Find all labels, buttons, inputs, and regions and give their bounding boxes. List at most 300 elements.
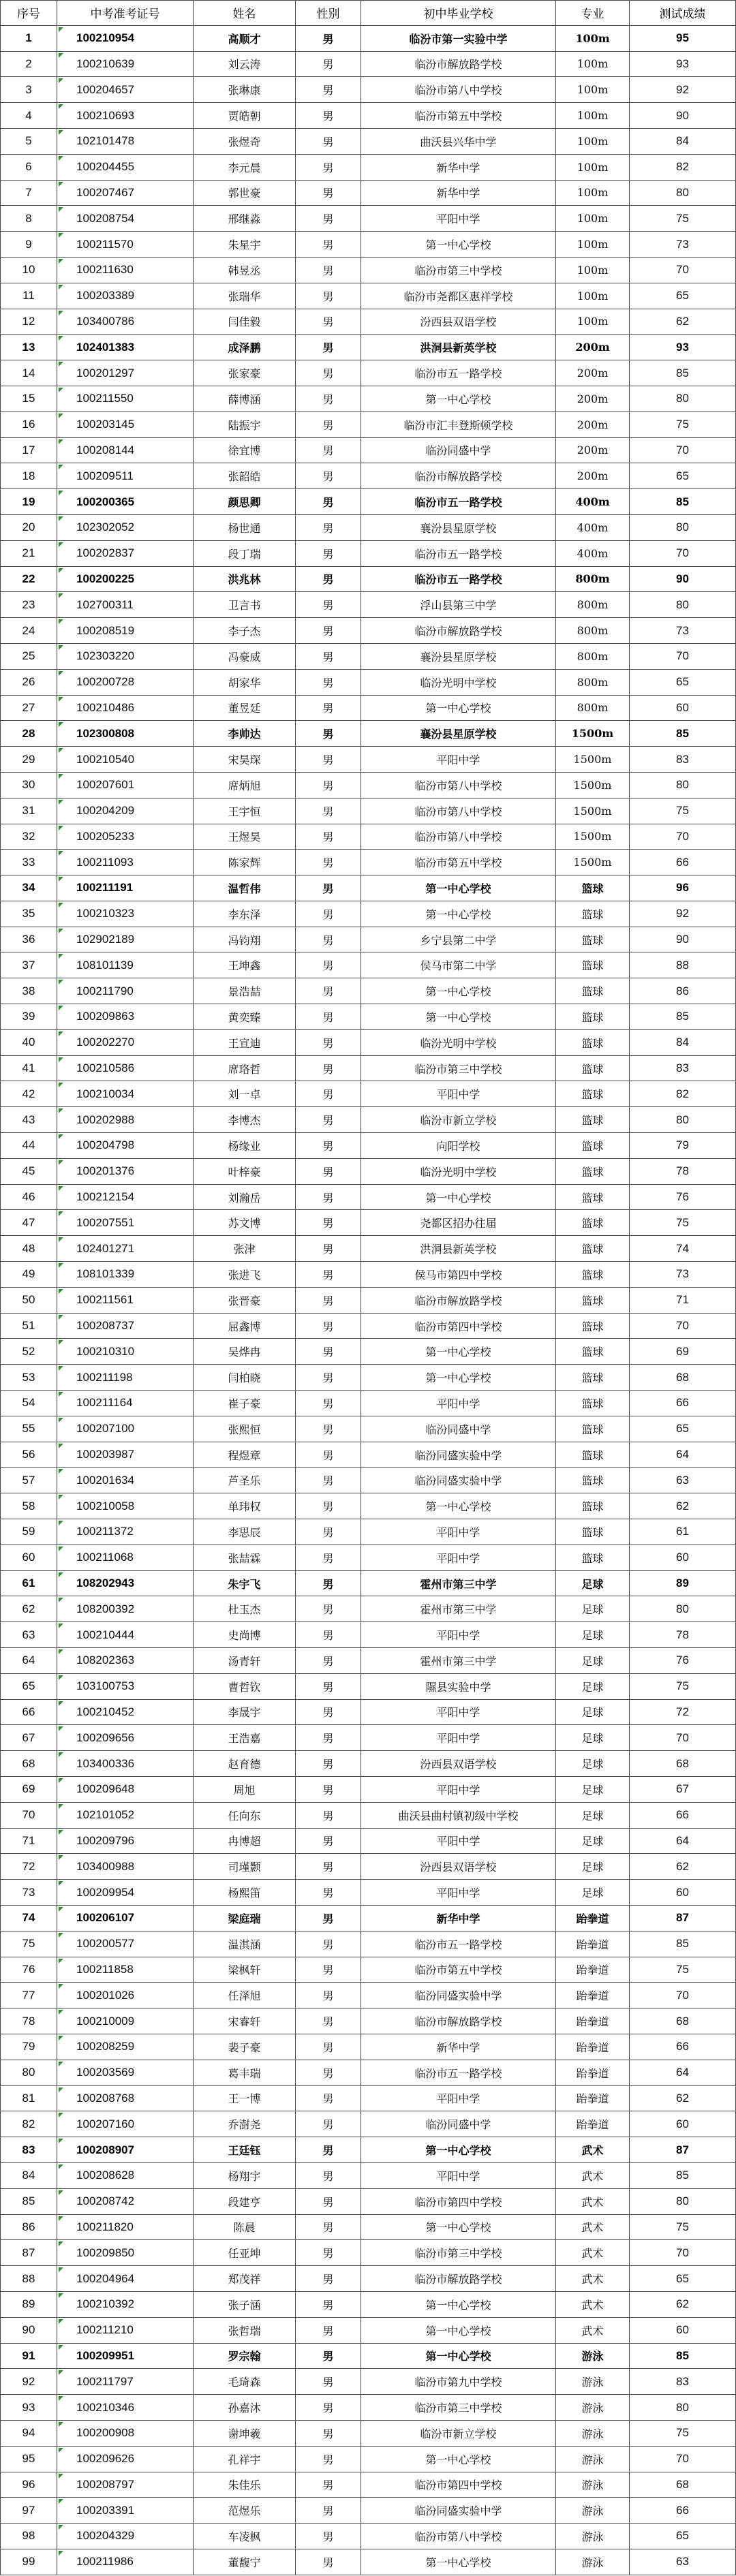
row-major: 200m [556,360,630,386]
row-sex: 男 [296,2137,361,2163]
row-sex: 男 [296,129,361,155]
row-score: 61 [630,1519,736,1545]
row-score: 80 [630,1107,736,1133]
row-name: 屈鑫博 [194,1314,296,1339]
row-major: 800m [556,592,630,618]
row-major: 足球 [556,1674,630,1700]
row-sex: 男 [296,360,361,386]
row-no: 11 [0,283,57,309]
row-exam-id: 102302052 [57,515,194,541]
row-major: 800m [556,644,630,670]
row-no: 12 [0,309,57,335]
row-exam-id: 100211198 [57,1365,194,1391]
row-sex: 男 [296,1107,361,1133]
row-exam-id: 100203987 [57,1442,194,1468]
row-no: 35 [0,901,57,927]
row-exam-id: 100201376 [57,1159,194,1185]
row-sex: 男 [296,927,361,953]
row-major: 武术 [556,2215,630,2241]
row-exam-id: 102902189 [57,927,194,953]
row-major: 篮球 [556,1365,630,1391]
row-exam-id: 100210392 [57,2292,194,2318]
row-score: 90 [630,103,736,129]
row-major: 篮球 [556,927,630,953]
row-major: 篮球 [556,952,630,978]
row-no: 46 [0,1185,57,1211]
row-sex: 男 [296,1906,361,1931]
row-exam-id: 102101478 [57,129,194,155]
row-school: 临汾同盛中学 [361,438,556,464]
row-score: 60 [630,1545,736,1571]
row-major: 武术 [556,2266,630,2292]
row-exam-id: 102401271 [57,1236,194,1262]
row-name: 王廷钰 [194,2137,296,2163]
row-major: 篮球 [556,1030,630,1056]
row-major: 100m [556,309,630,335]
row-name: 张喆霖 [194,1545,296,1571]
row-major: 1500m [556,824,630,850]
row-score: 71 [630,1288,736,1314]
row-score: 79 [630,1133,736,1159]
row-school: 临汾市汇丰登斯顿学校 [361,412,556,438]
row-exam-id: 100201297 [57,360,194,386]
row-major: 跆拳道 [556,2034,630,2060]
row-school: 第一中心学校 [361,386,556,412]
header-exam-id: 中考准考证号 [57,0,194,26]
row-school: 平阳中学 [361,1622,556,1648]
row-major: 篮球 [556,1133,630,1159]
row-no: 60 [0,1545,57,1571]
row-school: 临汾市第三中学校 [361,1056,556,1082]
row-major: 100m [556,258,630,283]
row-sex: 男 [296,1081,361,1107]
row-name: 任亚坤 [194,2240,296,2266]
row-major: 篮球 [556,1056,630,1082]
row-sex: 男 [296,567,361,593]
row-sex: 男 [296,824,361,850]
row-score: 85 [630,1931,736,1957]
row-name: 冯豪威 [194,644,296,670]
row-major: 跆拳道 [556,2086,630,2112]
row-score: 90 [630,927,736,953]
row-score: 65 [630,670,736,696]
row-name: 周旭 [194,1777,296,1803]
header-no: 序号 [0,0,57,26]
row-score: 82 [630,155,736,181]
row-sex: 男 [296,283,361,309]
row-exam-id: 100210540 [57,747,194,773]
row-exam-id: 100200225 [57,567,194,593]
row-school: 临汾市第四中学校 [361,2472,556,2498]
row-major: 篮球 [556,1545,630,1571]
row-name: 裴子豪 [194,2034,296,2060]
row-name: 杨缘业 [194,1133,296,1159]
row-no: 10 [0,258,57,283]
row-sex: 男 [296,1777,361,1803]
row-name: 王坤鑫 [194,952,296,978]
row-exam-id: 108202363 [57,1648,194,1674]
row-sex: 男 [296,258,361,283]
row-score: 70 [630,1314,736,1339]
header-school: 初中毕业学校 [361,0,556,26]
row-score: 85 [630,360,736,386]
row-name: 芦圣乐 [194,1468,296,1493]
row-sex: 男 [296,541,361,567]
row-school: 第一中心学校 [361,1185,556,1211]
row-school: 临汾市尧都区惠祥学校 [361,283,556,309]
row-no: 79 [0,2034,57,2060]
row-exam-id: 100207551 [57,1210,194,1236]
row-school: 侯马市第二中学 [361,952,556,978]
row-score: 75 [630,1957,736,1983]
row-sex: 男 [296,1519,361,1545]
row-score: 66 [630,2498,736,2524]
row-exam-id: 100210346 [57,2395,194,2421]
row-school: 霍州市第三中学 [361,1596,556,1622]
row-sex: 男 [296,2292,361,2318]
row-no: 76 [0,1957,57,1983]
row-school: 平阳中学 [361,1880,556,1906]
row-sex: 男 [296,1880,361,1906]
row-no: 27 [0,696,57,721]
row-school: 第一中心学校 [361,2292,556,2318]
row-school: 尧都区招办往届 [361,1210,556,1236]
row-score: 92 [630,77,736,103]
row-sex: 男 [296,232,361,258]
row-score: 63 [630,1468,736,1493]
row-name: 史尚博 [194,1622,296,1648]
row-school: 平阳中学 [361,1545,556,1571]
row-exam-id: 100208768 [57,2086,194,2112]
row-exam-id: 103400336 [57,1751,194,1777]
row-no: 55 [0,1416,57,1442]
row-no: 72 [0,1854,57,1880]
row-score: 75 [630,412,736,438]
row-school: 汾西县双语学校 [361,309,556,335]
row-exam-id: 100211790 [57,978,194,1004]
row-score: 83 [630,1056,736,1082]
row-no: 51 [0,1314,57,1339]
row-school: 洪洞县新英学校 [361,335,556,360]
row-sex: 男 [296,1545,361,1571]
row-name: 韩昱丞 [194,258,296,283]
row-major: 200m [556,412,630,438]
row-no: 43 [0,1107,57,1133]
row-school: 第一中心学校 [361,232,556,258]
row-school: 新华中学 [361,155,556,181]
row-major: 跆拳道 [556,2111,630,2137]
row-major: 游泳 [556,2524,630,2549]
row-name: 席炳旭 [194,773,296,798]
row-name: 任向东 [194,1803,296,1829]
row-no: 3 [0,77,57,103]
row-exam-id: 100209796 [57,1829,194,1855]
row-no: 87 [0,2240,57,2266]
row-name: 李元晨 [194,155,296,181]
row-school: 第一中心学校 [361,2344,556,2370]
row-name: 冉博超 [194,1829,296,1855]
row-name: 闫佳毅 [194,309,296,335]
row-major: 100m [556,52,630,78]
row-school: 临汾市第八中学校 [361,798,556,824]
row-exam-id: 100208742 [57,2189,194,2215]
row-name: 葛丰瑞 [194,2060,296,2086]
row-name: 洪兆林 [194,567,296,593]
row-sex: 男 [296,489,361,515]
row-no: 28 [0,721,57,747]
row-major: 跆拳道 [556,2060,630,2086]
row-school: 临汾市第四中学校 [361,2189,556,2215]
row-score: 65 [630,2524,736,2549]
row-sex: 男 [296,644,361,670]
row-name: 宋昊琛 [194,747,296,773]
row-school: 平阳中学 [361,747,556,773]
row-school: 临汾光明中学校 [361,670,556,696]
row-no: 38 [0,978,57,1004]
row-school: 第一中心学校 [361,875,556,901]
row-score: 86 [630,978,736,1004]
row-name: 胡家华 [194,670,296,696]
row-exam-id: 103400988 [57,1854,194,1880]
row-name: 孙嘉沐 [194,2395,296,2421]
row-sex: 男 [296,26,361,52]
row-sex: 男 [296,1829,361,1855]
row-major: 跆拳道 [556,1931,630,1957]
row-school: 汾西县双语学校 [361,1854,556,1880]
row-exam-id: 108101139 [57,952,194,978]
row-school: 平阳中学 [361,2086,556,2112]
row-exam-id: 100202988 [57,1107,194,1133]
row-major: 200m [556,438,630,464]
row-exam-id: 103400786 [57,309,194,335]
row-name: 杜玉杰 [194,1596,296,1622]
row-no: 84 [0,2163,57,2189]
row-exam-id: 100210058 [57,1493,194,1519]
row-school: 临汾市第三中学校 [361,2240,556,2266]
row-exam-id: 100208737 [57,1314,194,1339]
row-exam-id: 100202837 [57,541,194,567]
row-sex: 男 [296,1314,361,1339]
row-major: 武术 [556,2318,630,2344]
row-score: 87 [630,1906,736,1931]
row-school: 临汾市第八中学校 [361,77,556,103]
row-no: 24 [0,618,57,644]
row-no: 81 [0,2086,57,2112]
row-exam-id: 100211986 [57,2549,194,2575]
row-sex: 男 [296,2447,361,2472]
row-name: 杨熙笛 [194,1880,296,1906]
row-exam-id: 100208519 [57,618,194,644]
row-name: 赵育德 [194,1751,296,1777]
row-school: 第一中心学校 [361,2447,556,2472]
row-no: 98 [0,2524,57,2549]
row-no: 78 [0,2008,57,2034]
row-score: 85 [630,2163,736,2189]
row-score: 78 [630,1159,736,1185]
row-exam-id: 100209648 [57,1777,194,1803]
row-sex: 男 [296,1622,361,1648]
row-exam-id: 100203569 [57,2060,194,2086]
row-major: 足球 [556,1596,630,1622]
row-sex: 男 [296,2498,361,2524]
row-major: 篮球 [556,978,630,1004]
row-exam-id: 102401383 [57,335,194,360]
row-score: 62 [630,2086,736,2112]
row-school: 临汾市解放路学校 [361,2266,556,2292]
row-major: 篮球 [556,1210,630,1236]
row-exam-id: 100211820 [57,2215,194,2241]
row-major: 篮球 [556,1185,630,1211]
row-exam-id: 108101339 [57,1262,194,1288]
row-no: 32 [0,824,57,850]
row-score: 62 [630,1854,736,1880]
row-score: 68 [630,1751,736,1777]
row-score: 64 [630,1442,736,1468]
row-score: 80 [630,515,736,541]
row-exam-id: 100208259 [57,2034,194,2060]
row-name: 李博杰 [194,1107,296,1133]
row-score: 70 [630,2447,736,2472]
row-no: 33 [0,850,57,875]
row-school: 曲沃县兴华中学 [361,129,556,155]
row-exam-id: 100207601 [57,773,194,798]
row-score: 85 [630,2344,736,2370]
row-name: 吴烨冉 [194,1339,296,1365]
row-major: 武术 [556,2189,630,2215]
row-no: 64 [0,1648,57,1674]
row-sex: 男 [296,670,361,696]
row-major: 篮球 [556,1159,630,1185]
row-no: 42 [0,1081,57,1107]
row-major: 200m [556,335,630,360]
row-exam-id: 100208628 [57,2163,194,2189]
row-exam-id: 100203391 [57,2498,194,2524]
row-major: 篮球 [556,1391,630,1416]
row-no: 7 [0,181,57,206]
row-no: 74 [0,1906,57,1931]
row-no: 82 [0,2111,57,2137]
row-name: 张家豪 [194,360,296,386]
row-name: 杨翔宇 [194,2163,296,2189]
row-name: 张哲瑞 [194,2318,296,2344]
row-sex: 男 [296,952,361,978]
row-score: 70 [630,1725,736,1751]
row-name: 薛博涵 [194,386,296,412]
row-no: 57 [0,1468,57,1493]
row-score: 84 [630,1030,736,1056]
row-school: 临汾市新立学校 [361,2421,556,2447]
row-no: 58 [0,1493,57,1519]
row-exam-id: 100210639 [57,52,194,78]
row-school: 新华中学 [361,181,556,206]
row-name: 张煜奇 [194,129,296,155]
row-exam-id: 100206107 [57,1906,194,1931]
row-sex: 男 [296,2266,361,2292]
row-major: 足球 [556,1725,630,1751]
row-score: 60 [630,696,736,721]
row-name: 宋睿轩 [194,2008,296,2034]
row-sex: 男 [296,386,361,412]
row-sex: 男 [296,2240,361,2266]
row-school: 临汾市第五中学校 [361,103,556,129]
row-name: 崔子豪 [194,1391,296,1416]
row-exam-id: 100209656 [57,1725,194,1751]
row-name: 郭世豪 [194,181,296,206]
row-no: 89 [0,2292,57,2318]
row-name: 车凌枫 [194,2524,296,2549]
row-school: 平阳中学 [361,1391,556,1416]
row-major: 武术 [556,2240,630,2266]
row-score: 90 [630,567,736,593]
row-no: 69 [0,1777,57,1803]
row-name: 叶梓豪 [194,1159,296,1185]
row-name: 乔澍尧 [194,2111,296,2137]
row-score: 60 [630,1880,736,1906]
row-score: 68 [630,2008,736,2034]
row-score: 95 [630,26,736,52]
row-name: 梁庭瑞 [194,1906,296,1931]
row-no: 59 [0,1519,57,1545]
row-score: 96 [630,875,736,901]
row-name: 刘云涛 [194,52,296,78]
row-sex: 男 [296,2189,361,2215]
row-school: 第一中心学校 [361,978,556,1004]
row-name: 单玮权 [194,1493,296,1519]
row-name: 黄奕臻 [194,1004,296,1030]
row-school: 临汾市五一路学校 [361,541,556,567]
row-sex: 男 [296,155,361,181]
row-no: 21 [0,541,57,567]
row-exam-id: 100207100 [57,1416,194,1442]
row-school: 临汾市解放路学校 [361,2008,556,2034]
row-sex: 男 [296,850,361,875]
row-major: 篮球 [556,1468,630,1493]
row-sex: 男 [296,515,361,541]
header-score: 测试成绩 [630,0,736,26]
row-school: 临汾市第四中学校 [361,1314,556,1339]
row-no: 54 [0,1391,57,1416]
row-sex: 男 [296,1931,361,1957]
row-exam-id: 100204329 [57,2524,194,2549]
row-no: 44 [0,1133,57,1159]
row-no: 56 [0,1442,57,1468]
row-sex: 男 [296,978,361,1004]
row-name: 张韶皓 [194,463,296,489]
row-no: 45 [0,1159,57,1185]
row-sex: 男 [296,1030,361,1056]
row-school: 临汾市第三中学校 [361,258,556,283]
row-no: 26 [0,670,57,696]
row-no: 70 [0,1803,57,1829]
row-no: 61 [0,1571,57,1597]
row-no: 8 [0,206,57,232]
row-name: 温哲伟 [194,875,296,901]
row-major: 200m [556,463,630,489]
row-no: 65 [0,1674,57,1700]
row-no: 75 [0,1931,57,1957]
row-no: 31 [0,798,57,824]
row-sex: 男 [296,2318,361,2344]
row-score: 66 [630,2034,736,2060]
row-score: 83 [630,2369,736,2395]
row-name: 温淇涵 [194,1931,296,1957]
row-sex: 男 [296,1185,361,1211]
row-exam-id: 100208754 [57,206,194,232]
row-major: 篮球 [556,1442,630,1468]
row-no: 95 [0,2447,57,2472]
row-no: 36 [0,927,57,953]
row-no: 5 [0,129,57,155]
